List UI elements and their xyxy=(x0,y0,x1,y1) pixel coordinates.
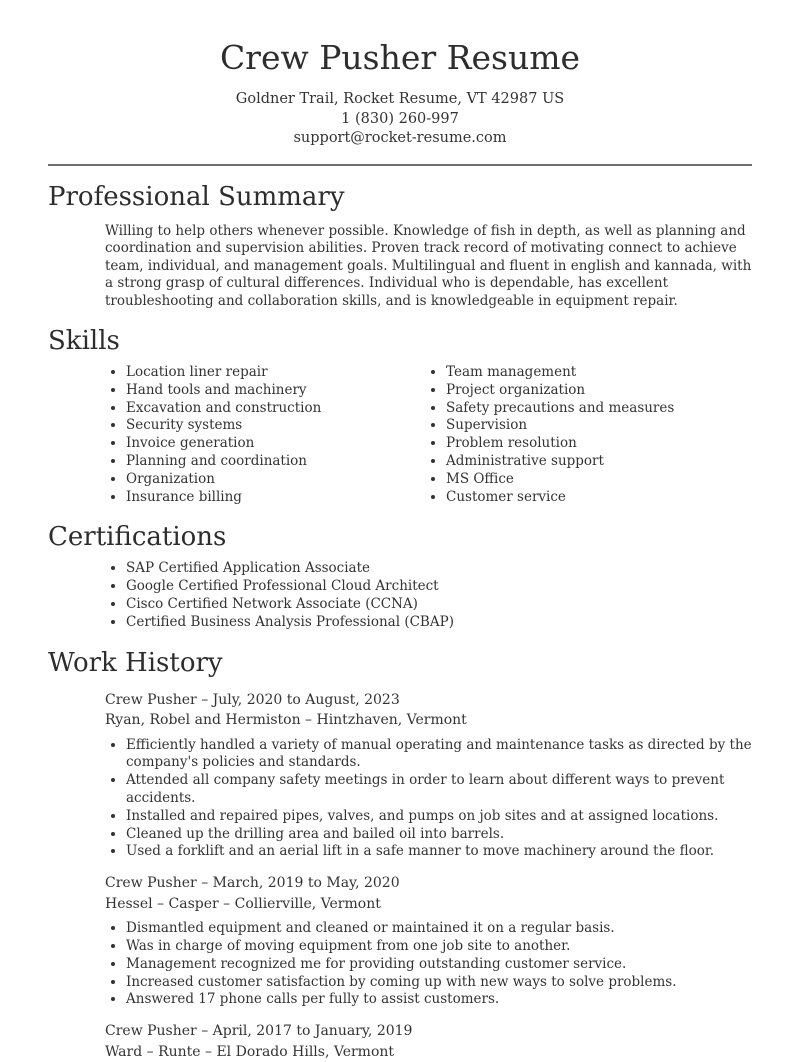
skill-item: • Planning and coordination xyxy=(126,453,425,471)
skill-item: • Supervision xyxy=(446,417,752,435)
contact-phone: 1 (830) 260-997 xyxy=(341,110,459,127)
certification-item: • SAP Certified Application Associate xyxy=(126,560,752,578)
skill-item: • Hand tools and machinery xyxy=(126,382,425,400)
job-entry xyxy=(105,690,752,862)
skill-item: • Organization xyxy=(126,471,425,489)
skill-item: • Insurance billing xyxy=(126,489,425,507)
contact-address: Goldner Trail, Rocket Resume, VT 42987 US xyxy=(235,91,565,107)
skills-columns xyxy=(105,364,752,506)
job-entry xyxy=(105,873,752,1009)
job-duty-item: • Dismantled equipment and cleaned or maintained it on a regular basis. xyxy=(126,920,752,938)
skill-item: • Security systems xyxy=(126,417,425,435)
header-divider xyxy=(48,164,752,166)
job-duty-item: • Efficiently handled a variety of manual operating and maintenance tasks as directed by the company's policies and standards. xyxy=(126,737,752,773)
section-skills xyxy=(0,327,800,506)
job-duties-list xyxy=(105,737,752,862)
skill-item: • Team management xyxy=(446,364,752,382)
job-company-location: Ryan, Robel and Hermiston – Hintzhaven, Vermont xyxy=(105,712,467,729)
job-duty-item: • Installed and repaired pipes, valves, and pumps on job sites and at assigned locations. xyxy=(126,808,752,826)
contact-email: support@rocket-resume.com xyxy=(293,130,507,146)
certification-item: • Certified Business Analysis Professional (CBAP) xyxy=(126,614,752,632)
skills-column-left xyxy=(105,364,425,506)
skill-item: • Location liner repair xyxy=(126,364,425,382)
job-duty-item: • Management recognized me for providing outstanding customer service. xyxy=(126,956,752,974)
job-duty-item: • Answered 17 phone calls per fully to assist customers. xyxy=(126,991,752,1009)
job-company-location: Ward – Runte – El Dorado Hills, Vermont xyxy=(105,1043,395,1060)
job-title-dates: Crew Pusher – March, 2019 to May, 2020 xyxy=(105,875,400,892)
skill-item: • MS Office xyxy=(446,471,752,489)
job-duty-item: • Attended all company safety meetings in order to learn about different ways to prevent accidents. xyxy=(126,772,752,808)
section-work-history xyxy=(0,649,800,1062)
job-company-location: Hessel – Casper – Collierville, Vermont xyxy=(105,895,381,912)
job-entry xyxy=(105,1021,752,1062)
work-history-heading: Work History xyxy=(48,647,223,678)
summary-heading: Professional Summary xyxy=(48,181,345,212)
job-duties-list xyxy=(105,920,752,1009)
skills-list-right xyxy=(425,364,752,506)
skills-list-left xyxy=(105,364,425,506)
page-title: Crew Pusher Resume xyxy=(219,38,581,77)
skill-item: • Excavation and construction xyxy=(126,400,425,418)
skill-item: • Invoice generation xyxy=(126,435,425,453)
job-duty-item: • Increased customer satisfaction by coming up with new ways to solve problems. xyxy=(126,974,752,992)
job-duty-item: • Cleaned up the drilling area and bailed oil into barrels. xyxy=(126,826,752,844)
certifications-list xyxy=(105,560,752,631)
skills-column-right xyxy=(425,364,752,506)
skill-item: • Problem resolution xyxy=(446,435,752,453)
job-title-dates: Crew Pusher – July, 2020 to August, 2023 xyxy=(105,691,400,708)
section-professional-summary xyxy=(0,183,800,311)
job-title-dates: Crew Pusher – April, 2017 to January, 2019 xyxy=(105,1023,413,1040)
summary-text: Willing to help others whenever possible. Knowledge of fish in depth, as well as planning and coordination and supervision abilities. Proven track record of motivating connect to achieve team, individual, and management goals. Multilingual and fluent in english and kannada, with a strong grasp of cultural differences. Individual who is dependable, has excellent troubleshooting and collaboration skills, and is knowledgeable in equipment repair. xyxy=(105,222,752,309)
skills-heading: Skills xyxy=(48,326,120,356)
resume-header xyxy=(0,0,800,149)
certification-item: • Cisco Certified Network Associate (CCNA) xyxy=(126,596,752,614)
certification-item: • Google Certified Professional Cloud Architect xyxy=(126,578,752,596)
skill-item: • Customer service xyxy=(446,489,752,507)
certifications-heading: Certifications xyxy=(48,522,227,553)
job-duty-item: • Used a forklift and an aerial lift in a safe manner to move machinery around the floor. xyxy=(126,843,752,861)
skill-item: • Safety precautions and measures xyxy=(446,400,752,418)
section-certifications xyxy=(0,523,800,631)
skill-item: • Administrative support xyxy=(446,453,752,471)
skill-item: • Project organization xyxy=(446,382,752,400)
job-duty-item: • Was in charge of moving equipment from one job site to another. xyxy=(126,938,752,956)
